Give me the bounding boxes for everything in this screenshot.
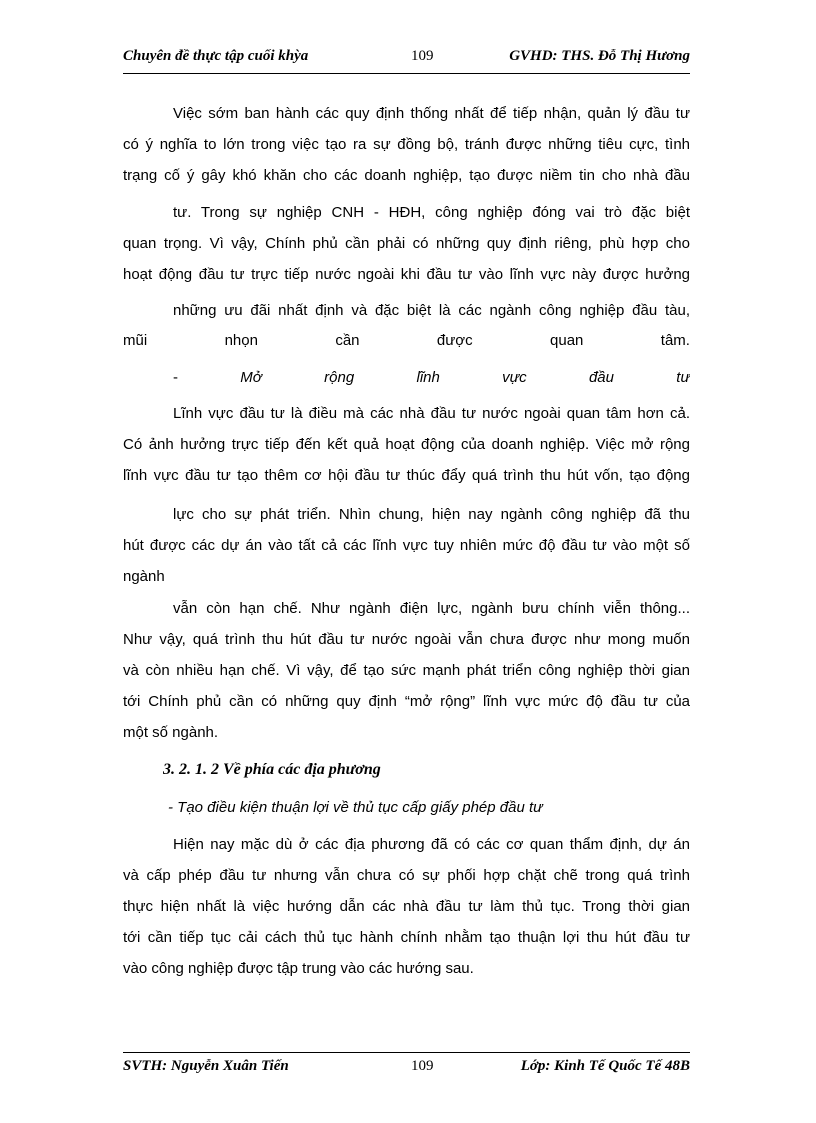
body-line: ngành: [123, 568, 165, 585]
body-line: tới cần tiếp tục cải cách thủ tục hành chính nhằm tạo thuận lợi thu hút đầu tư: [123, 929, 690, 946]
body-line: lĩnh vực đầu tư tạo thêm cơ hội đầu tư thúc đẩy quá trình thu hút vốn, tạo động: [123, 467, 690, 484]
subsection-heading: - Tạo điều kiện thuận lợi về thủ tục cấp giấy phép đầu tư: [168, 799, 543, 816]
footer-page-number: 109: [411, 1058, 434, 1074]
page-header: [123, 48, 690, 70]
body-line: hoạt động đầu tư trực tiếp nước ngoài khi đầu tư vào lĩnh vực này được hưởng: [123, 266, 690, 283]
footer-student: SVTH: Nguyễn Xuân Tiến: [123, 1058, 289, 1074]
body-line: vào công nghiệp được tập trung vào các hướng sau.: [123, 960, 474, 977]
body-line: lực cho sự phát triển. Nhìn chung, hiện nay ngành công nghiệp đã thu: [173, 506, 690, 523]
footer-class: Lớp: Kinh Tế Quốc Tế 48B: [520, 1058, 690, 1074]
footer-rule: [123, 1052, 690, 1053]
body-line: Hiện nay mặc dù ở các địa phương đã có các cơ quan thẩm định, dự án: [173, 836, 690, 853]
body-line: trạng cố ý gây khó khăn cho các doanh nghiệp, tạo được niềm tin cho nhà đầu: [123, 167, 690, 184]
body-line: tới Chính phủ cần có những quy định “mở rộng” lĩnh vực mức độ đầu tư của: [123, 693, 690, 710]
word: được: [436, 332, 473, 349]
word: vực: [502, 369, 527, 386]
body-line-spread: [123, 330, 690, 352]
header-supervisor: GVHD: THS. Đỗ Thị Hương: [509, 48, 690, 64]
header-page-number: 109: [411, 48, 434, 64]
word: lĩnh: [416, 369, 440, 386]
page-footer: [123, 1058, 690, 1080]
body-line: Như vậy, quá trình thu hút đầu tư nước ngoài vẫn chưa được như mong muốn: [123, 631, 690, 648]
body-line: và còn nhiều hạn chế. Vì vậy, để tạo sức mạnh phát triển công nghiệp thời gian: [123, 662, 690, 679]
word: đầu: [588, 369, 614, 386]
body-line: hút được các dự án vào tất cả các lĩnh vực tuy nhiên mức độ đầu tư vào một số: [123, 537, 690, 554]
word: Mở: [240, 369, 262, 386]
word: mũi: [123, 332, 148, 349]
body-line: và cấp phép đầu tư nhưng vẫn chưa có sự phối hợp chặt chẽ trong quá trình: [123, 867, 690, 884]
body-line: thực hiện nhất là việc hướng dẫn các nhà đầu tư làm thủ tục. Trong thời gian: [123, 898, 690, 915]
body-line: quan trọng. Vì vậy, Chính phủ cần phải có những quy định riêng, phù hợp cho: [123, 235, 690, 252]
body-line: những ưu đãi nhất định và đặc biệt là các ngành công nghiệp đầu tàu,: [173, 302, 690, 319]
body-line: tư. Trong sự nghiệp CNH - HĐH, công nghiệp đóng vai trò đặc biệt: [173, 204, 690, 221]
body-line: Lĩnh vực đầu tư là điều mà các nhà đầu tư nước ngoài quan tâm hơn cả.: [173, 405, 690, 422]
word: cần: [335, 332, 360, 349]
word: tâm.: [660, 332, 690, 349]
body-line: Việc sớm ban hành các quy định thống nhất để tiếp nhận, quản lý đầu tư: [173, 105, 690, 122]
header-rule: [123, 73, 690, 74]
word: tư: [676, 369, 690, 386]
word: quan: [550, 332, 584, 349]
word: -: [173, 369, 178, 386]
word: nhọn: [224, 332, 258, 349]
body-line: Có ảnh hưởng trực tiếp đến kết quả hoạt động của doanh nghiệp. Việc mở rộng: [123, 436, 690, 453]
body-line: vẫn còn hạn chế. Như ngành điện lực, ngành bưu chính viễn thông...: [173, 600, 690, 617]
body-line: một số ngành.: [123, 724, 219, 741]
body-line: có ý nghĩa to lớn trong việc tạo ra sự đồng bộ, tránh được những tiêu cực, tình: [123, 136, 690, 153]
word: rộng: [324, 369, 355, 386]
section-heading: 3. 2. 1. 2 Về phía các địa phương: [163, 761, 381, 778]
header-course-title: Chuyên đề thực tập cuối khỳa: [123, 48, 309, 64]
section-title-spread: [173, 367, 690, 389]
